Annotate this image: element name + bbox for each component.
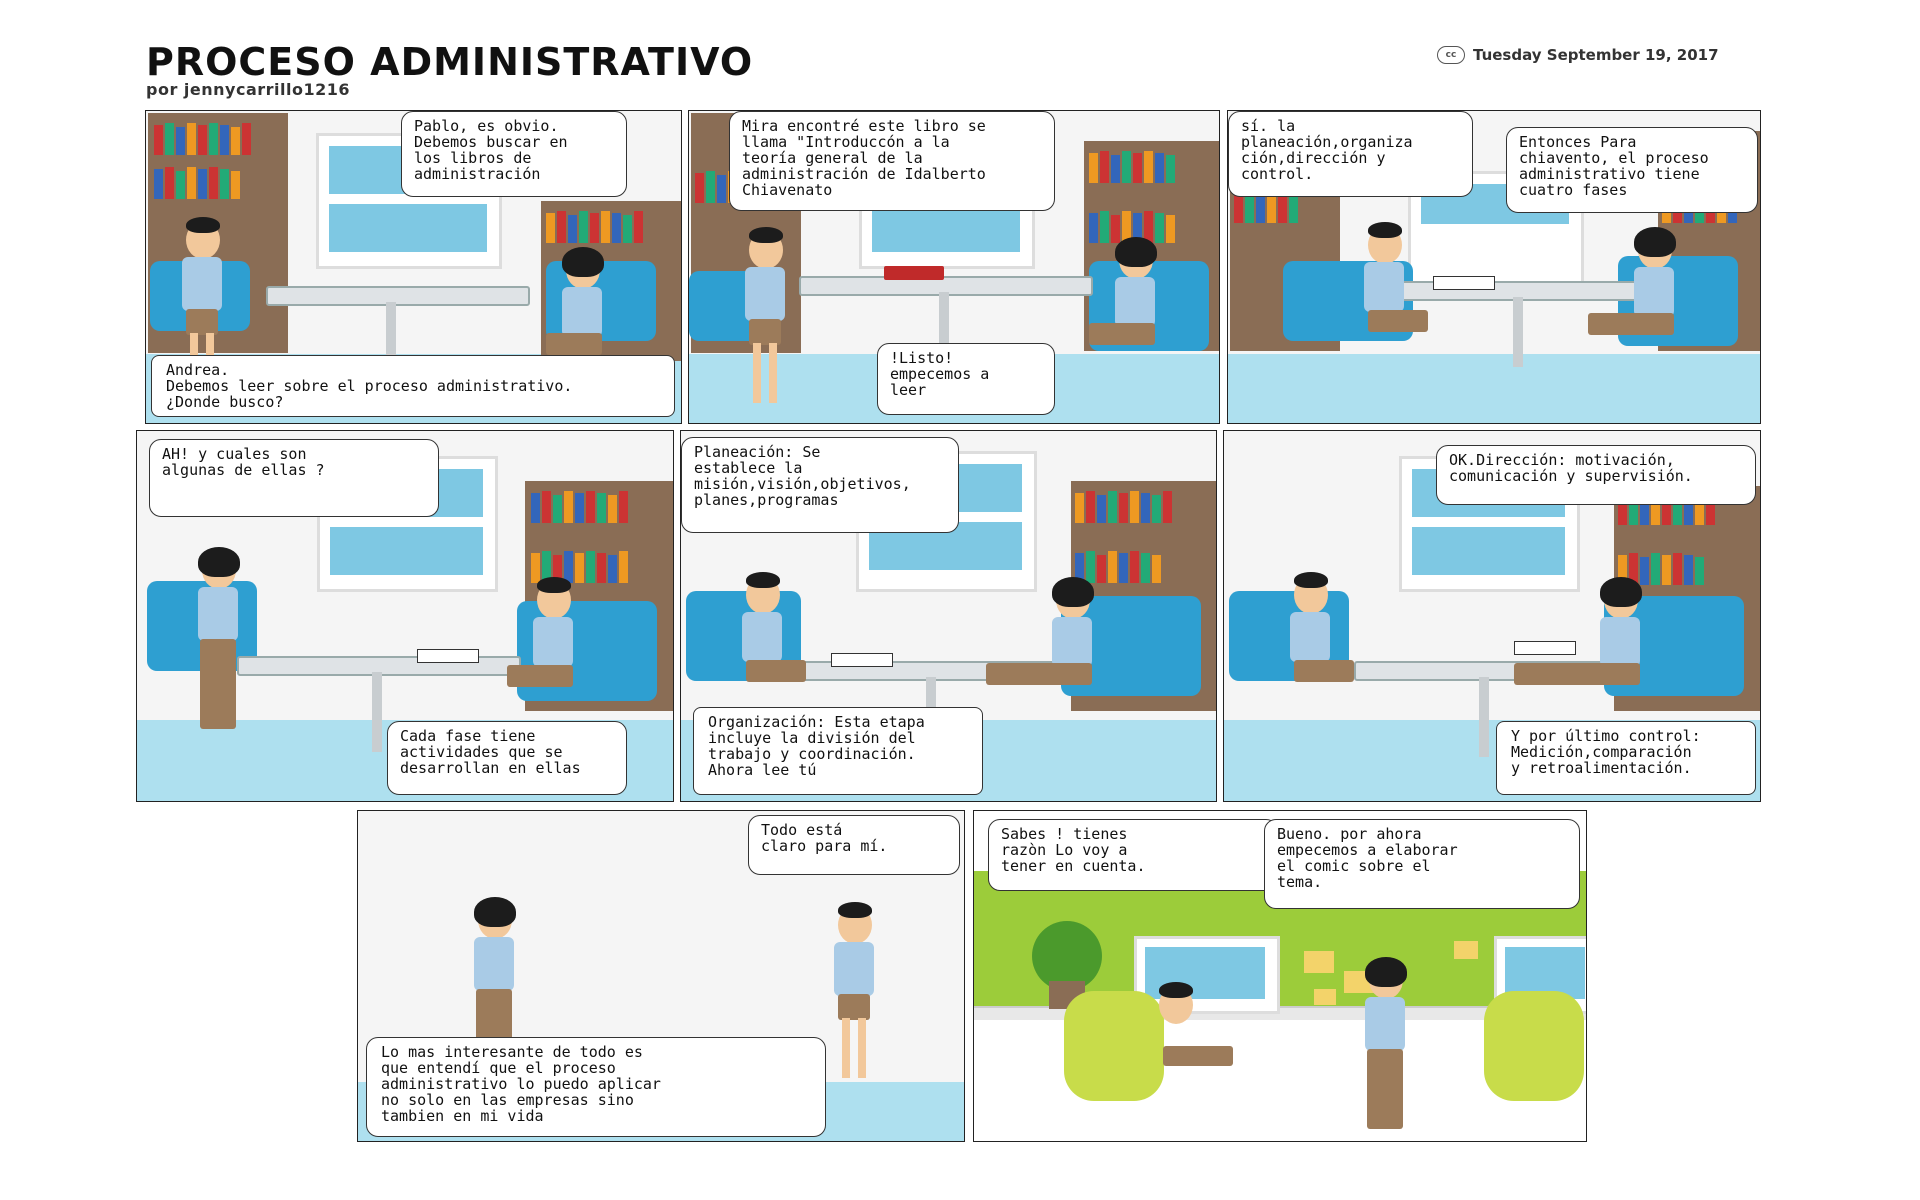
open-book [831,653,893,667]
red-book [884,266,944,280]
page-title: PROCESO ADMINISTRATIVO [146,40,754,84]
date-text: Tuesday September 19, 2017 [1473,46,1719,64]
speech-bubble-reply: Bueno. por ahora empecemos a elaborar el comic sobre el tema. [1264,819,1580,909]
caption-box: Y por último control: Medición,comparación y retroalimentación. [1496,721,1756,795]
comic-panel-5 [680,430,1217,802]
comic-panel-1 [145,110,682,424]
open-book [1514,641,1576,655]
creative-commons-icon: cc [1437,46,1465,64]
green-chair [1064,991,1164,1101]
comic-panel-7 [357,810,965,1142]
speech-bubble: Mira encontré este libro se llama "Introduccón a la teoría general de la administración de Idalberto Chiavenato [729,111,1055,211]
author-byline[interactable]: por jennycarrillo1216 [146,80,350,99]
comic-panel-6 [1223,430,1761,802]
books [154,123,251,155]
speech-bubble-reply: !Listo! empecemos a leer [877,343,1055,415]
speech-bubble-reply: Entonces Para chiavento, el proceso administrativo tiene cuatro fases [1506,127,1758,213]
speech-bubble: Sabes ! tienes razòn Lo voy a tener en cuenta. [988,819,1278,891]
comic-panel-8 [973,810,1587,1142]
open-book [1433,276,1495,290]
speech-bubble: OK.Dirección: motivación, comunicación y supervisión. [1436,445,1756,505]
speech-bubble: sí. la planeación,organiza ción,dirección y control. [1228,111,1473,197]
comic-panel-3 [1227,110,1761,424]
publish-date [1437,46,1719,64]
green-chair [1484,991,1584,1101]
speech-bubble: Todo está claro para mí. [748,815,960,875]
comic-panel-2 [688,110,1220,424]
table [266,286,530,306]
sticky-note [1304,951,1334,973]
caption-box: Lo mas interesante de todo es que entendí que el proceso administrativo lo puedo aplicar no solo en las empresas sino tambien en mi vida [366,1037,826,1137]
caption-box: Organización: Esta etapa incluye la división del trabajo y coordinación. Ahora lee tú [693,707,983,795]
speech-bubble: Pablo, es obvio. Debemos buscar en los libros de administración [401,111,627,197]
speech-bubble-reply: Cada fase tiene actividades que se desarrollan en ellas [387,721,627,795]
open-book [417,649,479,663]
speech-bubble: Planeación: Se establece la misión,visión,objetivos, planes,programas [681,437,959,533]
comic-panel-4 [136,430,674,802]
speech-bubble: AH! y cuales son algunas de ellas ? [149,439,439,517]
caption-box: Andrea. Debemos leer sobre el proceso administrativo. ¿Donde busco? [151,355,675,417]
